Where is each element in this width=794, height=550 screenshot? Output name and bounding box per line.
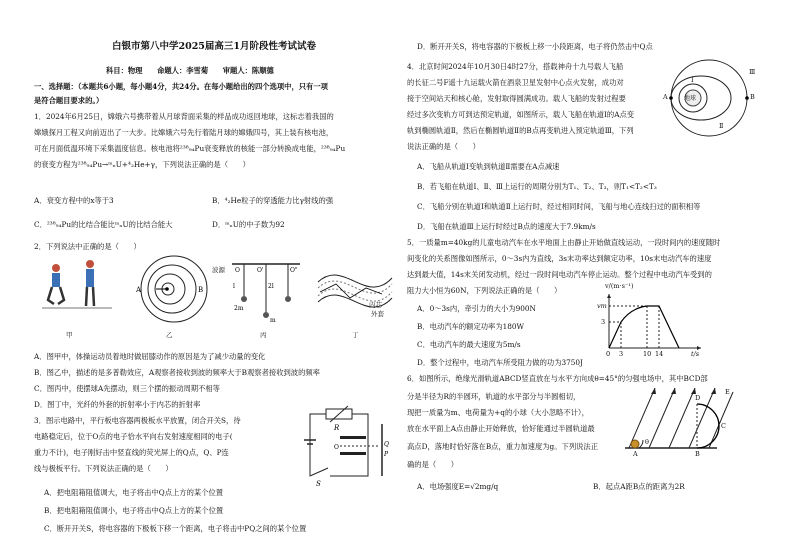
q6-line: 6．如图所示，绝缘光滑轨道ABCD竖直放在与水平方向成θ=45°的匀强电场中，其中BCD部 [407,374,708,383]
q4-line: 轨到椭圆轨道Ⅱ，然后在椭圆轨道Ⅱ的B点再变轨进入预定轨道Ⅲ，下列 [407,126,634,135]
q3-option-a: A．把电阻箱阻值调大，电子将击中Q点上方的某个位置 [44,488,224,497]
svg-text:O': O' [257,267,264,274]
q2-option-a: A．图甲中，体操运动员着地时做屈膝动作的原因是为了减少动量的变化 [34,352,266,361]
q4-line: 4．北京时间2024年10月30日4时27分，搭载神舟十九号载人飞船 [407,62,624,71]
section-heading: 一、选择题：（本题共6小题，每小题4分，共24分。在每小题给出的四个选项中，只有一项 [34,82,328,91]
q5-option-c: C．电动汽车的最大速度为5m/s [417,340,521,349]
q5-line: 间变化的关系图像如图所示，0～3s内为直线，3s末功率达到额定功率，10s末电动汽车的速度 [407,254,712,263]
orbit-2-label: Ⅱ [719,122,724,130]
q2-caption-cladding: 外套 [371,310,384,318]
q2-option-c: C．图丙中，使摆球A先摆动，则三个摆的振动周期不相等 [34,384,220,393]
q5-vm-label: vm [597,302,607,310]
q2-figure-gymnast [42,256,112,328]
q2-caption-yi: 乙 [166,331,173,339]
q4-option-d: D．飞船在轨道Ⅲ上运行时经过B点的速度大于7.9km/s [417,222,596,231]
section-heading-2: 是符合题目要求的。） [34,96,104,105]
earth-label: 地球 [684,95,697,102]
q3-option-b: B．把电阻箱阻值调小，电子将击中Q点上方的某个位置 [44,506,224,515]
page-title: 白银市第八中学2025届高三1月阶段性考试试卷 [111,41,317,52]
q2-figure-doppler [134,252,208,326]
q2-option-d: D．图丁中，光纤的外套的折射率小于内芯的折射率 [34,400,201,409]
q6-point-b: B [695,450,700,458]
svg-text:B: B [198,286,204,294]
q6-point-c: C [721,422,726,430]
q6-line: 高点D，落地时恰好落在B点，重力加速度为g。下列说法正 [407,442,599,451]
q6-line: 分是半径为R的半圆环，轨道的水平部分与半圆相切， [407,392,581,401]
q6-line: 确的是（ ） [407,460,459,469]
svg-text:l: l [233,283,235,290]
svg-text:O": O" [290,267,298,274]
svg-text:P: P [384,451,389,458]
q6-line: 现把一质量为m、电荷量为+q的小球（大小忽略不计）， [407,408,589,417]
q3-option-d: D．断开开关S，将电容器的下极板上移一小段距离，电子将仍然击中Q点 [417,42,653,51]
q4-option-b: B．若飞船在轨道Ⅰ、Ⅱ、Ⅲ上运行的周期分别为T₁、T₂、T₃，则T₁<T₂<T₃ [417,182,657,191]
q6-option-a: A．电场强度E=√2mg/q [417,482,499,491]
point-b-label: B [750,93,755,101]
q5-ylabel: v/(m·s⁻¹) [605,282,634,290]
q5-line: 5．一质量m=40kg的儿童电动汽车在水平地面上由静止开始做直线运动，一段时间内的速度随时 [407,238,721,247]
q6-figure-track [625,386,737,464]
q5-tick-14: 14 [655,350,664,358]
q1-option-d: D．ᵐₙU的中子数为92 [212,220,285,229]
svg-text:2l: 2l [268,283,274,290]
q1-option-c: C．²³⁸₉₄Pu的比结合能比ᵐₙU的比结合能大 [34,220,173,229]
q2-caption-jia: 甲 [66,331,73,339]
q5-line: 达到最大值，14s末关闭发动机，经过一段时间电动汽车停止运动。整个过程中电动汽车受到的 [407,270,712,279]
q4-line: 经过多次变轨方可到达预定轨道，如图所示，载人飞船在轨道Ⅰ的A点变 [407,110,635,119]
q5-tick-0: 0 [606,350,611,358]
q5-xlabel: t/s [691,350,700,358]
q2-figure-pendulums [230,258,302,324]
q4-option-a: A．飞船从轨道Ⅰ变轨到轨道Ⅱ需要在A点减速 [417,162,560,171]
q5-tick-10: 10 [643,350,652,358]
q1-line: 可在月面低温环境下采集温度信息。核电池将²³⁸₉₄Pu衰变释放的核能一部分转换成电能，²³⁸₉₄Pu [34,144,346,153]
q2-option-b: B．图乙中，描述的是多普勒效应，A观察者接收到波的频率大于B观察者接收到波的频率 [34,368,320,377]
svg-text:Q: Q [384,441,389,448]
q6-point-a: A [633,450,638,458]
q5-option-a: A．0～3s内，牵引力的大小为900N [417,304,536,313]
q2-caption-bing: 丙 [260,331,267,339]
q4-line: 接于空间站天和核心舱，发射取得圆满成功。载人飞船的发射过程要 [407,94,626,103]
q4-line: 说法正确的是（ ） [407,142,480,151]
exam-meta: 科目：物理 命题人：李雪菊 审题人：陈顺德 [106,66,274,75]
svg-text:S: S [316,480,321,488]
q6-field-e: E [725,388,730,396]
q2-stem: 2．下列说法中正确的是（ ） [34,242,141,251]
q6-angle-theta: θ [645,438,649,446]
q3-figure-circuit [300,404,394,488]
svg-text:A: A [136,286,142,294]
svg-text:2m: 2m [234,305,244,312]
orbit-3-label: Ⅲ [749,68,756,76]
q5-vt-graph [595,282,705,358]
q2-caption-source: 波源 [212,266,225,274]
q2-caption-core: 内芯 [369,301,382,309]
q3-line: 3．图示电路中，平行板电容器两极板水平放置，闭合开关S，待 [34,416,241,425]
q5-option-b: B．电动汽车的额定功率为180W [417,322,525,331]
q3-option-c: C．断开开关S，将电容器的下极板下移一个距离，电子将击中PQ之间的某个位置 [44,524,307,533]
svg-text:O: O [334,444,339,451]
q1-option-a: A．衰变方程中的x等于3 [34,196,114,205]
q3-line: 电路稳定后，位于O点的电子恰水平向右发射速度相同的电子( [34,432,233,441]
q1-option-b: B．⁴₂He粒子的穿透能力比γ射线的强 [212,196,334,205]
q4-figure-orbits [657,58,761,138]
q6-line: 放在水平面上A点由静止开始释放，恰好能通过半圆轨道最 [407,424,595,433]
q3-line: 线与极板平行。下列说法正确的是（ ） [34,464,173,473]
svg-text:O: O [235,267,240,274]
point-a-label: A [663,93,668,101]
q6-option-b: B．起点A距B点的距离为2R [593,482,685,491]
q5-y3-label: 3 [601,318,606,326]
q4-line: 的长征二号F遥十九运载火箭在酒泉卫星发射中心点火发射，成功对 [407,78,624,87]
q4-option-c: C．飞船分别在轨道Ⅰ和轨道Ⅱ上运行时，经过相同时间，飞船与地心连线扫过的面积相等 [417,202,701,211]
q6-point-d: D [695,394,701,402]
q5-option-d: D．整个过程中，电动汽车所受阻力做的功为3750J [417,358,583,367]
q2-caption-ding: 丁 [352,331,359,339]
q5-tick-3: 3 [619,350,624,358]
svg-text:m: m [270,317,276,324]
svg-text:R: R [334,424,340,432]
orbit-1-label: Ⅰ [691,76,694,84]
q3-line: 重力不计)，电子刚好击中竖直线的荧光屏上的Q点，Q、P连 [34,448,229,457]
q1-line: 的衰变方程为²³⁸₉₄Pu→ᵐₙU+⁴₂He+γ，下列说法正确的是（ ） [34,160,250,169]
q5-line: 阻力大小恒为60N，下列说法正确的是（ ） [407,286,562,295]
q1-line: 1．2024年6月25日，嫦娥六号携带着从月球背面采集的样品成功返回地球，这标志着我国的 [34,112,334,121]
q1-line: 嫦娥探月工程又向前迈出了一大步。比嫦娥六号先行着陆月球的嫦娥四号，其上装有核电池， [34,128,334,137]
